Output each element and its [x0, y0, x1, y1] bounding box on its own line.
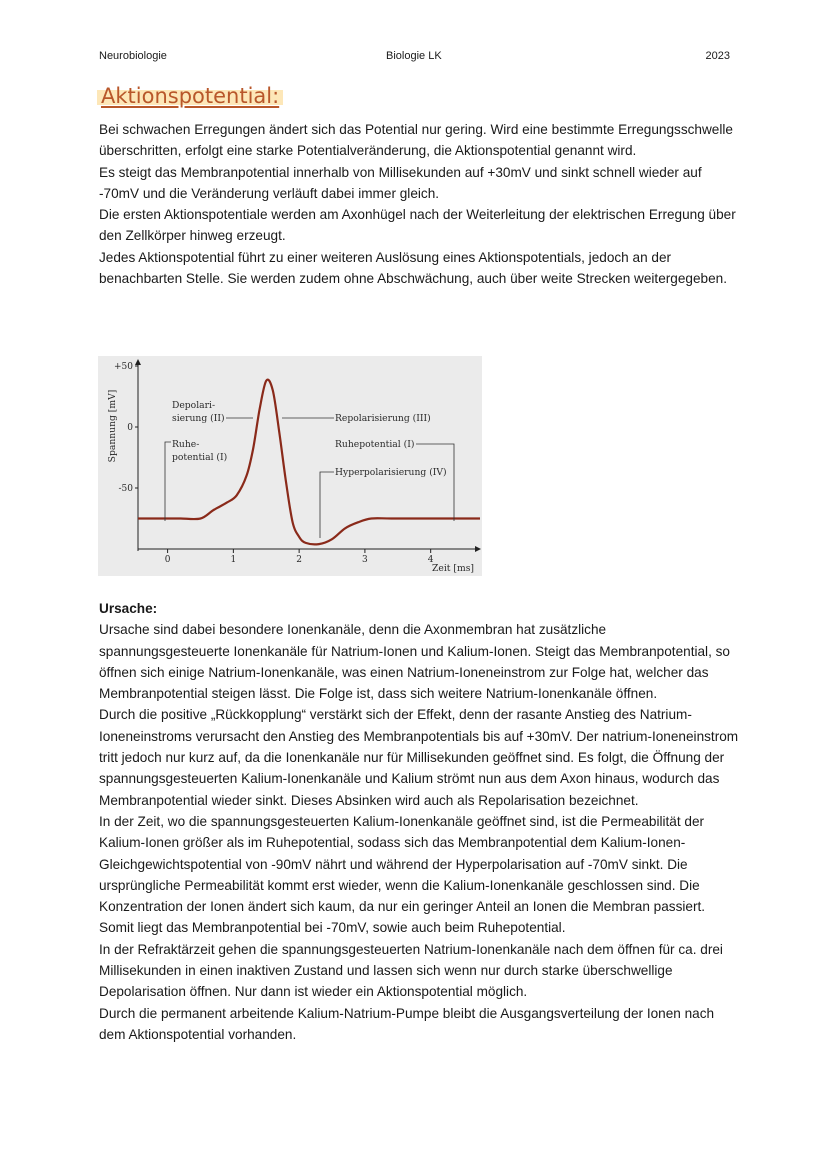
annotation-text: sierung (II)	[172, 413, 225, 424]
intro-paragraph: Die ersten Aktionspotentiale werden am Axonhügel nach der Weiterleitung der elektrischen Erregung über den Zellkörper hinweg erzeugt.	[99, 207, 736, 244]
annotation-text: Ruhepotential (I)	[335, 439, 415, 450]
y-tick-label: -50	[118, 484, 133, 494]
annotation-text: Hyperpolarisierung (IV)	[335, 467, 447, 478]
annotation-text: Ruhe-	[172, 439, 200, 450]
intro-paragraph: Bei schwachen Erregungen ändert sich das Potential nur gering. Wird eine bestimmte Erregungsschwelle überschritten, erfolgt eine starke Potentialveränderung, die Aktionspotential genannt wird.	[99, 122, 733, 159]
header-course: Biologie LK	[386, 50, 442, 62]
leader-line	[416, 444, 454, 521]
intro-paragraph: Es steigt das Membranpotential innerhalb von Millisekunden auf +30mV und sinkt schnell wieder auf -70mV und die Veränderung verläuft dabei immer gleich.	[99, 164, 702, 201]
annotation-repolarisation	[282, 413, 431, 424]
intro-paragraph: Jedes Aktionspotential führt zu einer weiteren Auslösung eines Aktionspotentials, jedoch an der benachbarten Stelle. Sie werden zudem ohne Abschwächung, auch über weite Strecken weitergegeben.	[99, 249, 727, 287]
x-tick-label: 0	[164, 555, 171, 565]
x-axis-label: Zeit [ms]	[432, 563, 474, 574]
annotation-depolarisation	[172, 400, 253, 424]
intro-text	[99, 119, 739, 289]
action-potential-chart	[98, 356, 482, 576]
y-axis-label: Spannung [mV]	[107, 389, 118, 463]
cause-paragraph: In der Zeit, wo die spannungsgesteuerten Kalium-Ionenkanäle geöffnet sind, ist die Permeabilität der Kalium-Ionen größer als im Ruhepotential, sodass sich das Membranpotential dem Kalium-Ionen-Gleichgewichtspotential von -90mV nährt und während der Hyperpolarisation auf -70mV sinkt. Die ursprüngliche Permeabilität kommt erst wieder, wenn die Kalium-Ionenkanäle geschlossen sind. Die Konzentration der Ionen ändert sich kaum, da nur ein geringer Anteil an Ionen die Membran passiert. Somit liegt das Membranpotential bei -70mV, sowie auch beim Ruhepotential.	[99, 813, 706, 936]
cause-paragraph: Durch die positive „Rückkopplung“ verstärkt sich der Effekt, denn der rasante Anstieg des Natrium-Ioneneinstroms verursacht den Anstieg des Membranpotentials bis auf +30mV. Der natrium-Ioneneinstrom tritt jedoch nur kurz auf, da die Ionenkanäle nur für Millisekunden geöffnet sind. Es folgt, die Öffnung der spannungsgesteuerten Kalium-Ionenkanäle und Kalium strömt nun aus dem Axon hinaus, wodurch das Membranpotential wieder sinkt. Dieses Absinken wird auch als Repolarisation bezeichnet.	[99, 707, 739, 808]
x-tick-label: 2	[296, 555, 303, 565]
annotation-text: Depolari-	[172, 400, 216, 411]
page-title: Aktionspotential:	[97, 84, 283, 108]
x-tick-label: 1	[230, 555, 237, 565]
leader-line	[165, 442, 171, 521]
cause-paragraph: In der Refraktärzeit gehen die spannungsgesteuerten Natrium-Ionenkanäle nach dem öffnen für ca. drei Millisekunden in einen inaktiven Zustand und lassen sich wenn nur durch starke überschwellige Depolarisation öffnen. Nur dann ist wieder ein Aktionspotential möglich.	[99, 941, 723, 1000]
header-subject: Neurobiologie	[99, 50, 167, 62]
x-tick-label: 3	[362, 555, 368, 565]
y-tick-label: +50	[114, 362, 133, 372]
cause-paragraph: Ursache sind dabei besondere Ionenkanäle, denn die Axonmembran hat zusätzliche spannungsgesteuerte Ionenkanäle für Natrium-Ionen und Kalium-Ionen. Steigt das Membranpotential, so öffnen sich einige Natrium-Ionenkanäle, was einen Natrium-Ioneneinstrom zur Folge hat, welcher das Membranpotential steigen lässt. Die Folge ist, dass sich weitere Natrium-Ionenkanäle öffnen.	[99, 622, 730, 702]
annotation-text: potential (I)	[172, 452, 228, 463]
header-year: 2023	[705, 50, 730, 62]
annotation-text: Repolarisierung (III)	[335, 413, 431, 424]
leader-line	[320, 472, 334, 538]
cause-heading: Ursache:	[99, 601, 158, 616]
cause-paragraph: Durch die permanent arbeitende Kalium-Natrium-Pumpe bleibt die Ausgangsverteilung der Ionen nach dem Aktionspotential vorhanden.	[99, 1005, 715, 1042]
annotation-resting-right	[335, 439, 454, 521]
page-header	[99, 50, 730, 66]
y-tick-label: 0	[127, 423, 133, 433]
cause-section	[99, 598, 739, 1045]
chart-svg	[98, 356, 482, 576]
x-tick-label: 4	[427, 555, 434, 565]
annotation-hyperpolarisation	[320, 467, 447, 538]
